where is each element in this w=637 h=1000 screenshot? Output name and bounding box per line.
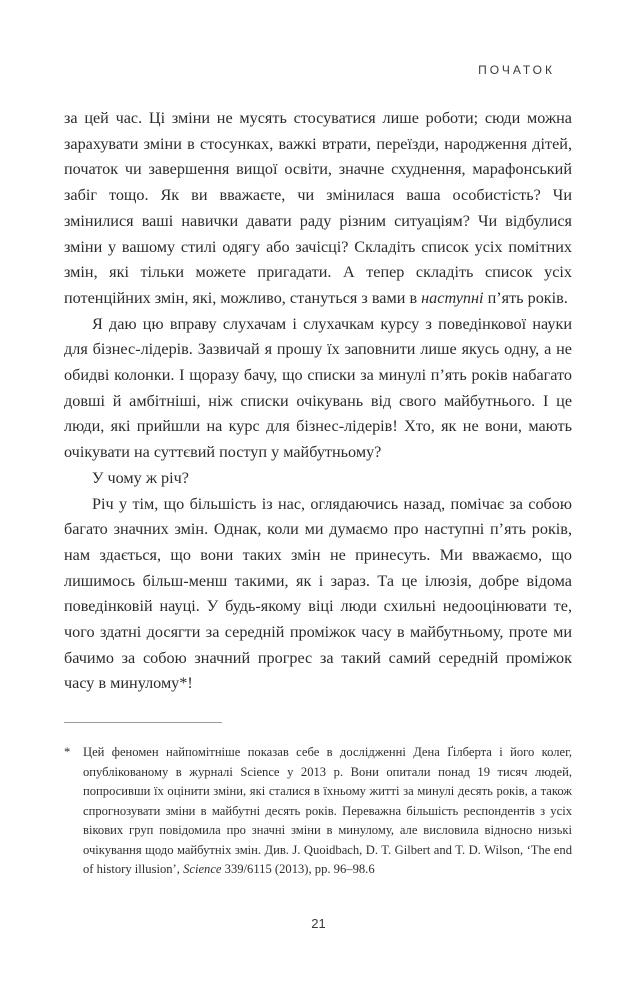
footnote-text-part: 339/6115 (2013), pp. 96–98.6 bbox=[221, 862, 375, 876]
footnote bbox=[64, 743, 572, 880]
main-text bbox=[64, 106, 572, 697]
paragraph: У чому ж річ? bbox=[92, 468, 189, 487]
paragraph: Я даю цю вправу слухачам і слухачкам курсу з поведінкової науки для бізнес-лідерів. Зазвичай я прошу їх заповнити лише якусь одну, а не обидві колонки. І щоразу бачу, що списки за минулі п’ять років набагато довші й амбітніші, ніж списки очікувань від свого майбутнього. І це люди, які прийшли на курс для бізнес-лідерів! Хто, як не вони, мають очікувати на суттєвий поступ у майбутньому? bbox=[64, 314, 572, 462]
paragraph: Річ у тім, що більшість із нас, оглядаючись назад, помічає за собою багато значних змін. Однак, коли ми думаємо про наступні п’ять років, нам здається, що вони таких змін не принесуть. Ми вважаємо, що лишимось більш-менш такими, як і зараз. Та це ілюзія, добре відома поведінковій науці. У будь-якому віці люди схильні недооцінювати те, чого здатні досягти за середній проміжок часу в майбутньому, проте ми бачимо за собою значний прогрес за такий самий середній проміжок часу в минулому*! bbox=[64, 494, 572, 693]
paragraph-text: за цей час. Ці зміни не мусять стосуватися лише роботи; сюди можна зарахувати зміни в стосунках, важкі втрати, переїзди, народження дітей, початок чи завершення вищої освіти, значне схуднення, марафонський забіг тощо. Як ви вважаєте, чи змінилася ваша особистість? Чи змінилися ваші навички давати раду різним ситуаціям? Чи відбулися зміни у вашому стилі одягу або зачісці? Складіть список усіх помітних змін, які тільки можете пригадати. А тепер складіть список усіх потенційних змін, які, можливо, станутьcя з вами в bbox=[64, 109, 572, 307]
running-head: ПОЧАТОК bbox=[478, 63, 555, 77]
paragraph-continued bbox=[64, 106, 572, 312]
paragraph-text: п’ять років. bbox=[483, 288, 568, 307]
footnote-divider bbox=[64, 722, 222, 723]
footnote-journal-title: Science bbox=[183, 862, 222, 876]
footnote-marker: * bbox=[64, 745, 71, 759]
footnote-text-part: Цей феномен найпомітніше показав себе в дослідженні Дена Ґілберта і його колег, опублікованому в журналі Science у 2013 р. Вони опитали понад 19 тисяч людей, попросивши їх оцінити зміни, які сталися в їхньому житті за минулі десять років, а також спрогнозувати зміни в майбутні десять років. Переважна більшість респондентів з усіх вікових груп повідомила про значні зміни в минулому, але висловила відносно низькі очікування щодо майбутніх змін. Див. J. Quoidbach, D. T. Gilbert and T. D. Wilson, ‘The end of history illusion’, bbox=[83, 745, 572, 876]
footnote-text bbox=[83, 743, 572, 880]
emphasis-text: наступні bbox=[421, 288, 484, 307]
page-number: 21 bbox=[311, 916, 326, 931]
